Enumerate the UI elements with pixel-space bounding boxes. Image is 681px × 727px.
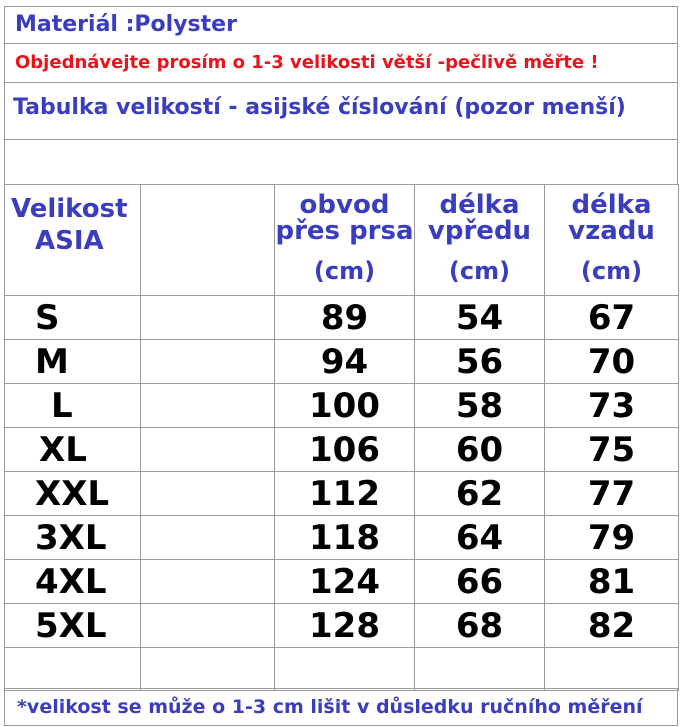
header-size-line1: Velikost [11, 194, 128, 224]
size-cell: S [5, 296, 141, 340]
front-length-cell: 56 [415, 340, 545, 384]
table-header-row [5, 185, 679, 296]
size-cell: 4XL [5, 560, 141, 604]
back-length-cell: 73 [545, 384, 679, 428]
title-row [4, 82, 678, 140]
header-chest [275, 185, 415, 296]
empty-cell [141, 472, 275, 516]
table-row [5, 516, 679, 560]
chest-cell: 124 [275, 560, 415, 604]
empty-cell [415, 648, 545, 691]
back-length-cell: 67 [545, 296, 679, 340]
material-text: Materiál :Polyster [15, 12, 237, 37]
front-length-cell: 62 [415, 472, 545, 516]
size-table [4, 184, 679, 691]
footer-note: *velikost se může o 1-3 cm lišit v důsledku ručního měření [17, 696, 643, 718]
empty-cell [141, 340, 275, 384]
empty-cell [141, 296, 275, 340]
notice-row [4, 43, 678, 83]
empty-cell [275, 648, 415, 691]
header-back-line2: vzadu [568, 216, 655, 246]
back-length-cell: 77 [545, 472, 679, 516]
empty-cell [545, 648, 679, 691]
table-empty-row [5, 648, 679, 691]
size-cell: L [5, 384, 141, 428]
table-row [5, 428, 679, 472]
header-chest-line1: obvod [299, 190, 390, 220]
back-length-cell: 81 [545, 560, 679, 604]
back-length-cell: 82 [545, 604, 679, 648]
table-row [5, 604, 679, 648]
notice-text: Objednávejte prosím o 1-3 velikosti větší -pečlivě měřte ! [15, 52, 599, 73]
table-row [5, 296, 679, 340]
empty-cell [141, 384, 275, 428]
table-row [5, 340, 679, 384]
chest-cell: 112 [275, 472, 415, 516]
table-row [5, 560, 679, 604]
header-size-line2: ASIA [35, 226, 104, 256]
back-length-cell: 70 [545, 340, 679, 384]
header-front-line1: délka [439, 190, 520, 220]
size-cell: M [5, 340, 141, 384]
front-length-cell: 68 [415, 604, 545, 648]
table-title: Tabulka velikostí - asijské číslování (pozor menší) [13, 95, 626, 120]
back-length-cell: 75 [545, 428, 679, 472]
header-chest-line2: přes prsa [275, 216, 414, 246]
chest-cell: 100 [275, 384, 415, 428]
size-cell: XL [5, 428, 141, 472]
chest-cell: 118 [275, 516, 415, 560]
chest-cell: 106 [275, 428, 415, 472]
empty-cell [141, 648, 275, 691]
empty-cell [141, 516, 275, 560]
header-chest-unit: (cm) [313, 257, 376, 285]
size-cell: 5XL [5, 604, 141, 648]
header-front-unit: (cm) [448, 257, 511, 285]
header-back-unit: (cm) [580, 257, 643, 285]
front-length-cell: 64 [415, 516, 545, 560]
header-empty [141, 185, 275, 296]
header-front [415, 185, 545, 296]
front-length-cell: 66 [415, 560, 545, 604]
header-front-line2: vpředu [427, 216, 532, 246]
blank-row [4, 139, 678, 185]
header-back-line1: délka [571, 190, 652, 220]
chest-cell: 128 [275, 604, 415, 648]
front-length-cell: 60 [415, 428, 545, 472]
size-cell: 3XL [5, 516, 141, 560]
front-length-cell: 58 [415, 384, 545, 428]
footer-note-row [4, 688, 678, 726]
empty-cell [141, 560, 275, 604]
material-row [4, 6, 678, 44]
size-cell: XXL [5, 472, 141, 516]
empty-cell [141, 428, 275, 472]
back-length-cell: 79 [545, 516, 679, 560]
table-row [5, 472, 679, 516]
front-length-cell: 54 [415, 296, 545, 340]
empty-cell [141, 604, 275, 648]
table-row [5, 384, 679, 428]
chest-cell: 94 [275, 340, 415, 384]
header-back [545, 185, 679, 296]
header-size [5, 185, 141, 296]
empty-cell [5, 648, 141, 691]
chest-cell: 89 [275, 296, 415, 340]
